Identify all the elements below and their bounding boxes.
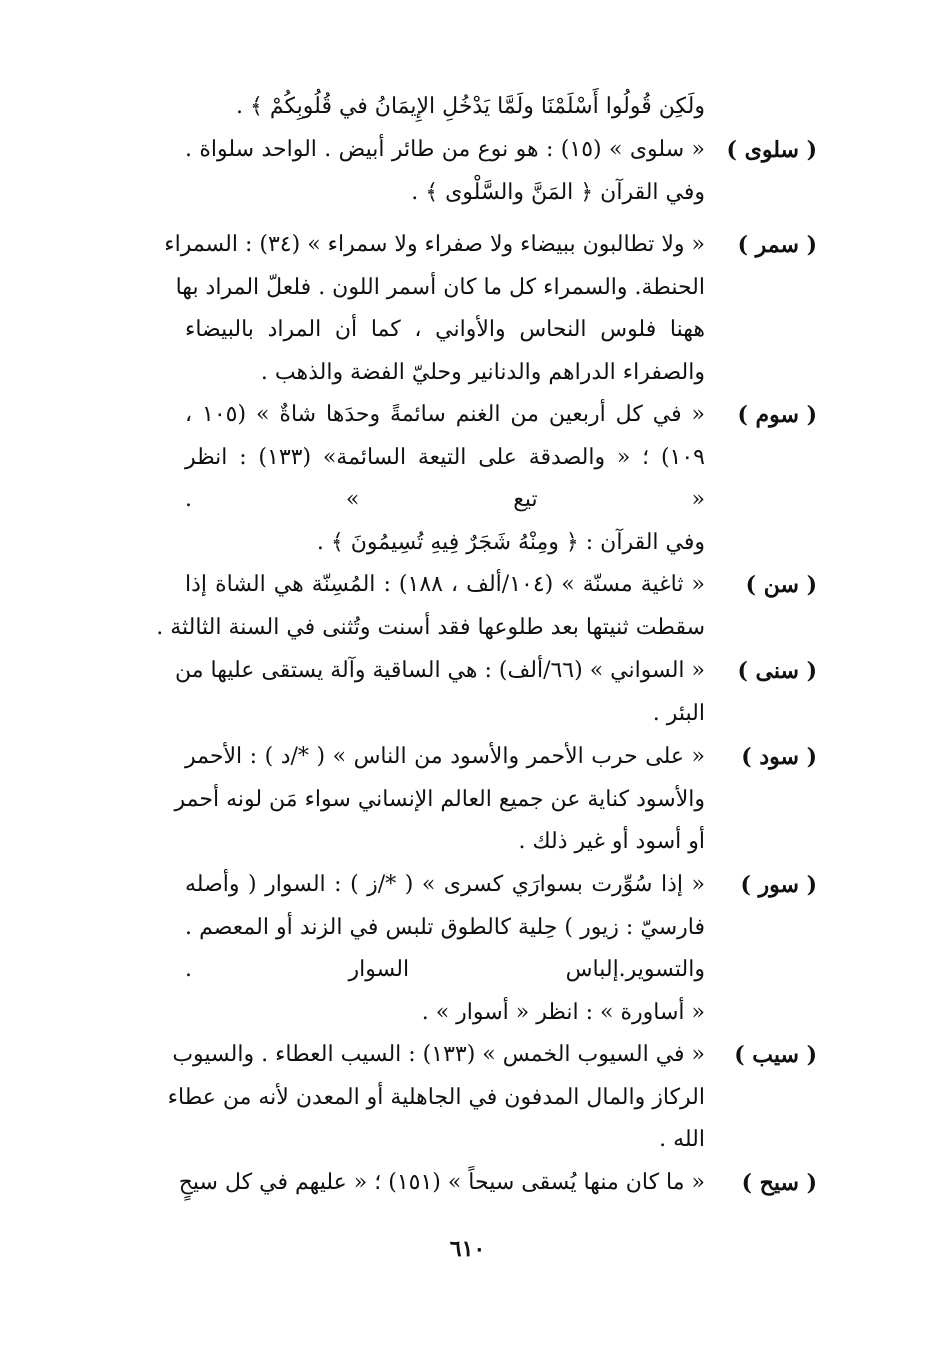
definition-line: الحنطة. والسمراء كل ما كان أسمر اللون . فلعلّ المراد بها <box>175 274 705 300</box>
definition-line: « على حرب الأحمر والأسود من الناس » ( */د ) : الأحمر <box>185 744 705 769</box>
definition-line: « في كل أربعين من الغنم سائمةً وحدَها شاةٌ » (١٠٥ ، <box>185 402 705 427</box>
definition-line: وفي القرآن : ﴿ ومِنْهُ شَجَرٌ فِيهِ تُسِيمُونَ ﴾ . <box>316 529 705 555</box>
definition-line: « سلوى » (١٥) : هو نوع من طائر أبيض . الواحد سلواة . <box>185 137 705 162</box>
definition-line: ولَكِن قُولُوا أَسْلَمْنَا ولَمَّا يَدْخُلِ الإِيمَانُ في قُلُوبِكُمْ ﴾ . <box>236 94 705 119</box>
entry-headword: ( سن ) <box>745 572 817 598</box>
definition-line: فارسيّ : زيور ) حِلية كالطوق تلبس في الزند أو المعصم . <box>185 914 705 940</box>
definition-line: « أساورة » : انظر « أسوار » . <box>421 999 705 1025</box>
entry-headword: ( سيح ) <box>741 1170 817 1196</box>
definition-line: « ثاغية مسنّة » (١٠٤/ألف ، ١٨٨) : المُسِنّة هي الشاة إذا <box>185 572 705 597</box>
definition-line: « في السيوب الخمس » (١٣٣) : السيب العطاء . والسيوب <box>172 1042 705 1067</box>
entry-headword: ( سود ) <box>741 744 817 770</box>
entry-headword: ( سنى ) <box>737 658 817 684</box>
entry-headword: ( سوم ) <box>737 402 817 428</box>
definition-line: الله . <box>659 1127 705 1152</box>
definition-line: والأسود كناية عن جميع العالم الإنساني سواء مَن لونه أحمر <box>174 786 705 812</box>
definition-line: سقطت ثنيتها بعد طلوعها فقد أسنت وتُثنى في السنة الثالثة . <box>156 614 705 640</box>
definition-line: « تيع » . <box>185 487 705 512</box>
page-number: ٦١٠ <box>449 1236 486 1262</box>
definition-line: والصفراء الدراهم والدنانير وحليّ الفضة والذهب . <box>260 359 705 385</box>
definition-line: ههنا فلوس النحاس والأواني ، كما أن المراد بالبيضاء <box>185 317 705 342</box>
definition-line: « ولا تطالبون ببيضاء ولا صفراء ولا سمراء » (٣٤) : السمراء <box>164 232 705 257</box>
definition-line: « إذا سُوِّرت بسوارَي كسرى » ( */ز ) : السوار ( وأصله <box>185 872 705 897</box>
entry-headword: ( سلوى ) <box>726 137 817 163</box>
definition-line: الركاز والمال المدفون في الجاهلية أو المعدن لأنه من عطاء <box>167 1084 705 1110</box>
definition-line: « ما كان منها يُسقى سيحاً » (١٥١) ؛ « عليهم في كل سيحٍ <box>178 1170 705 1195</box>
definition-line: البئر . <box>652 700 705 726</box>
definition-line: وفي القرآن ﴿ المَنَّ والسَّلْوى ﴾ . <box>411 179 705 205</box>
entry-headword: ( سور ) <box>740 872 817 898</box>
definition-line: أو أسود أو غير ذلك . <box>518 829 705 854</box>
entry-headword: ( سمر ) <box>737 232 817 258</box>
definition-line: « السواني » (٦٦/ألف) : هي الساقية وآلة يستقى عليها من <box>174 658 705 683</box>
entry-headword: ( سيب ) <box>734 1042 817 1068</box>
definition-line: والتسوير.إلباس السوار . <box>185 957 705 982</box>
definition-line: ١٠٩) ؛ « والصدقة على التيعة السائمة» (١٣٣) : انظر <box>185 444 705 470</box>
